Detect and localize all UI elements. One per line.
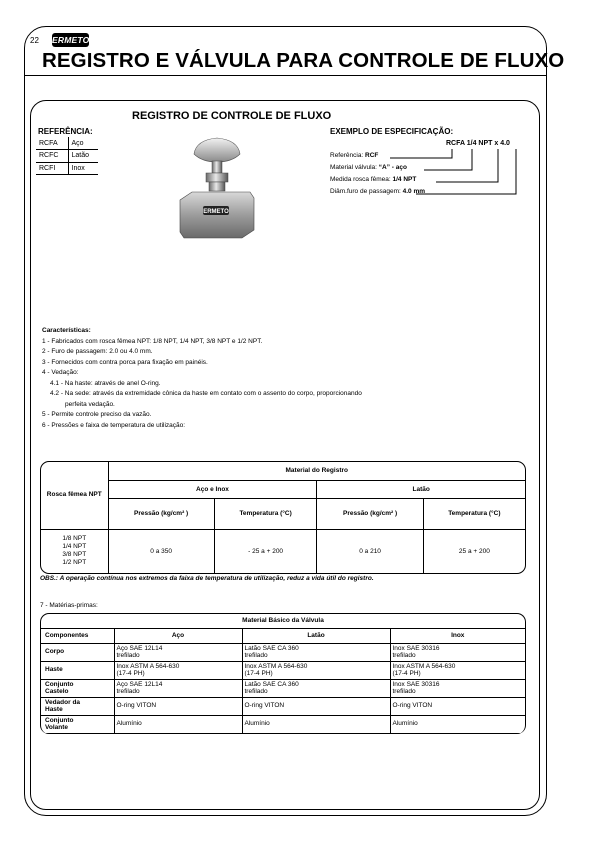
feature-item: perfeita vedação. (65, 400, 115, 408)
material-cell: Aço SAE 12L14 trefilado (114, 643, 242, 661)
reference-material: Latão (71, 152, 90, 160)
reference-code: RCFI (36, 162, 68, 175)
example-line: Referência: RCF (330, 152, 379, 159)
material-cell: O-ring VITON (242, 697, 390, 715)
needle-valve-image (172, 134, 262, 244)
column-header: Latão (242, 628, 390, 643)
feature-item: 4.1 - Na haste: através de anel O-ring. (50, 379, 161, 387)
column-header: Componentes (41, 628, 114, 643)
material-cell: Inox ASTM A 564-630 (17-4 PH) (242, 661, 390, 679)
materials-heading: 7 - Matérias-primas: (40, 602, 98, 609)
material-cell: O-ring VITON (114, 697, 242, 715)
table-row (41, 643, 525, 661)
section-title: REGISTRO DE CONTROLE DE FLUXO (132, 110, 332, 122)
pressure-value: 0 a 210 (317, 529, 423, 573)
material-cell: Inox ASTM A 564-630 (17-4 PH) (114, 661, 242, 679)
component-name: Vedador da Haste (41, 697, 114, 715)
reference-row (36, 162, 98, 175)
table-row (41, 661, 525, 679)
material-cell: Alumínio (390, 715, 525, 733)
pressure-value: 0 a 350 (108, 529, 214, 573)
column-header: Aço (114, 628, 242, 643)
material-cell: Latão SAE CA 360 trefilado (242, 643, 390, 661)
component-name: Conjunto Castelo (41, 679, 114, 697)
thread-sizes: 1/8 NPT 1/4 NPT 3/8 NPT 1/2 NPT (41, 529, 108, 573)
example-code: RCFA 1/4 NPT x 4.0 (446, 140, 510, 147)
pressure-header: Pressão (kg/cm² ) (317, 498, 423, 529)
example-line: Medida rosca fêmea: 1/4 NPT (330, 176, 417, 183)
svg-text:ERMETO: ERMETO (203, 209, 229, 215)
title-divider (24, 75, 547, 76)
feature-item: 4 - Vedação: (42, 369, 79, 376)
materials-table (40, 613, 526, 734)
table-row (41, 715, 525, 733)
material-cell: Alumínio (114, 715, 242, 733)
reference-table (36, 137, 98, 175)
material-cell: O-ring VITON (390, 697, 525, 715)
reference-code: RCFC (36, 150, 68, 163)
table-row (41, 697, 525, 715)
temperature-header: Temperatura (°C) (423, 498, 525, 529)
feature-item: 4.2 - Na sede: através da extremidade cônica da haste em contato com o assento do corpo, proporcionando (50, 390, 362, 397)
table-row (41, 679, 525, 697)
material-cell: Aço SAE 12L14 trefilado (114, 679, 242, 697)
material-cell: Alumínio (242, 715, 390, 733)
reference-code: RCFA (36, 137, 68, 150)
feature-item: 6 - Pressões e faixa de temperatura de utilização: (42, 421, 186, 429)
materials-table-title: Material Básico da Válvula (41, 614, 525, 628)
thread-header: Rosca fêmea NPT (41, 462, 108, 529)
reference-material: Aço (71, 139, 84, 147)
example-line: Material válvula: “A” - aço (330, 164, 407, 171)
material-header-steel: Aço e Inox (108, 480, 317, 498)
pressure-temperature-table (40, 461, 526, 574)
temperature-value: - 25 a + 200 (214, 529, 317, 573)
temperature-value: 25 a + 200 (423, 529, 525, 573)
feature-item: 2 - Furo de passagem: 2.0 ou 4.0 mm. (42, 348, 153, 355)
component-name: Conjunto Volante (41, 715, 114, 733)
column-header: Inox (390, 628, 525, 643)
material-header-brass: Latão (317, 480, 525, 498)
reference-row (36, 137, 98, 150)
component-name: Corpo (41, 643, 114, 661)
obs-note: OBS.: A operação contínua nos extremos da faixa de temperatura de utilização, reduz a vida útil do registro. (40, 575, 374, 582)
feature-item: 5 - Permite controle preciso da vazão. (42, 411, 152, 418)
feature-item: 1 - Fabricados com rosca fêmea NPT: 1/8 NPT, 1/4 NPT, 3/8 NPT e 1/2 NPT. (42, 337, 263, 345)
temperature-header: Temperatura (°C) (214, 498, 317, 529)
group-header: Material do Registro (108, 462, 525, 480)
features-title: Características: (42, 327, 91, 334)
reference-row (36, 150, 98, 163)
page-title: REGISTRO E VÁLVULA PARA CONTROLE DE FLUXO (42, 49, 565, 72)
material-cell: Inox SAE 30316 trefilado (390, 643, 525, 661)
material-cell: Latão SAE CA 360 trefilado (242, 679, 390, 697)
feature-item: 3 - Fornecidos com contra porca para fixação em painéis. (42, 358, 208, 366)
material-cell: Inox ASTM A 564-630 (17-4 PH) (390, 661, 525, 679)
reference-material: Inox (71, 164, 85, 172)
example-line: Diâm.furo de passagem: 4.0 mm (330, 188, 426, 195)
material-cell: Inox SAE 30316 trefilado (390, 679, 525, 697)
reference-heading: REFERÊNCIA: (38, 127, 93, 136)
ermeto-logo: ERMETO (52, 35, 90, 45)
component-name: Haste (41, 661, 114, 679)
example-heading: EXEMPLO DE ESPECIFICAÇÃO: (330, 127, 454, 136)
features-list (42, 326, 362, 431)
page-number: 22 (30, 36, 39, 45)
pressure-header: Pressão (kg/cm² ) (108, 498, 214, 529)
